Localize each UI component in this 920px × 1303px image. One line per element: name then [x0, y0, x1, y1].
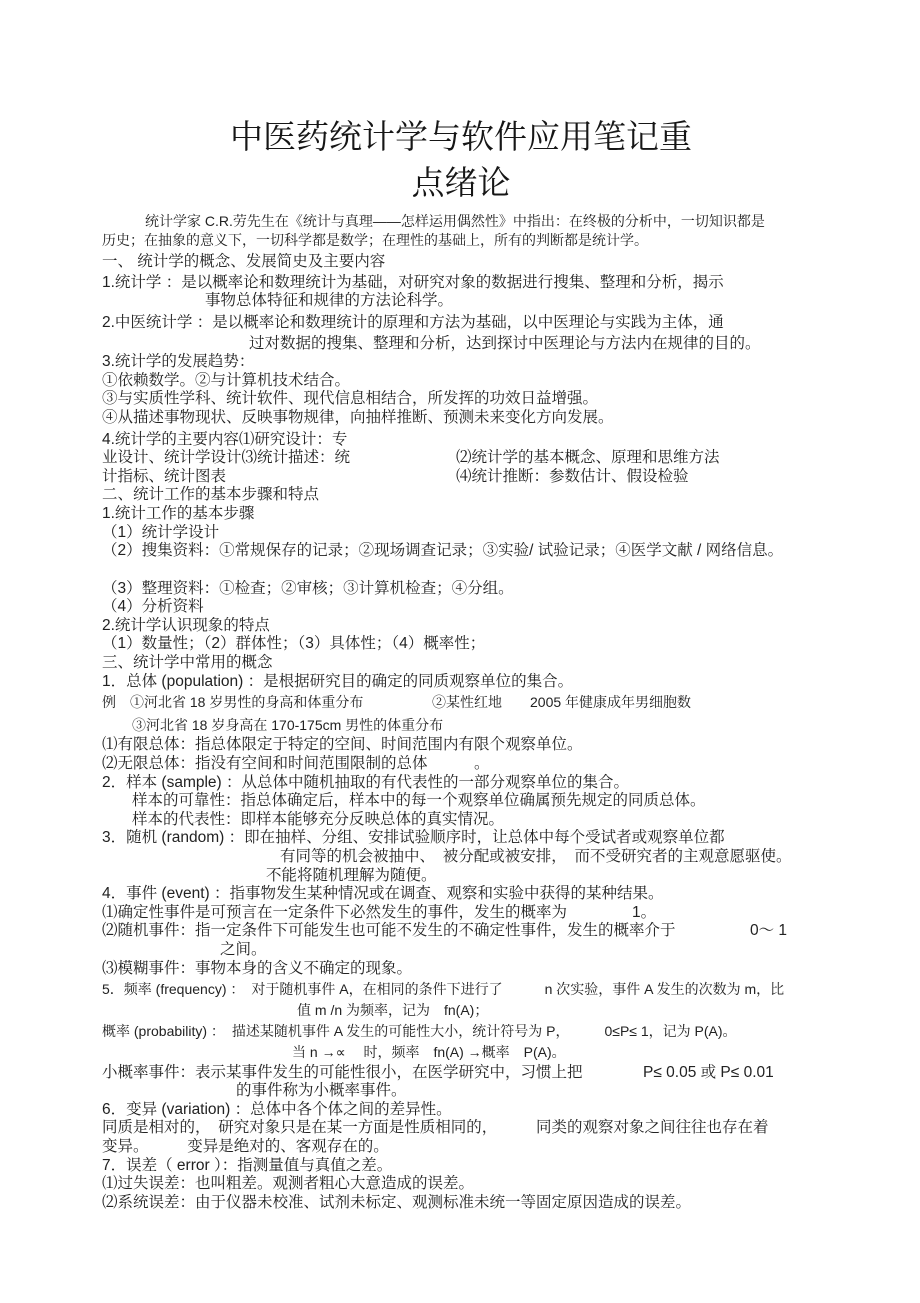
- line-text: ⑵随机事件：指一定条件下可能发生也可能不发生的不确定性事件，发生的概率介于: [102, 922, 676, 940]
- line-text: 1.统计工作的基本步骤: [102, 504, 255, 522]
- text-line: [102, 253, 862, 272]
- text-line: [102, 353, 862, 372]
- line-text: 计指标、统计图表: [102, 467, 227, 485]
- text-line: [102, 980, 862, 999]
- line-tail-text: P≤ 0.05 或 P≤ 0.01: [643, 1063, 774, 1081]
- line-text: ③与实质性学科、统计软件、现代信息相结合，所发挥的功效日益增强。: [102, 390, 599, 408]
- line-text: 一、 统计学的概念、发展简史及主要内容: [102, 253, 386, 271]
- line-text: 4.统计学的主要内容⑴研究设计：专: [102, 430, 348, 448]
- line-text: ③河北省 18 岁身高在 170-175cm 男性的体重分布: [132, 716, 444, 733]
- text-line: [102, 635, 862, 654]
- line-text: 变异。 变异是绝对的、客观存在的。: [102, 1137, 389, 1155]
- text-line: [102, 673, 862, 692]
- text-line: [102, 736, 862, 755]
- text-line: [102, 755, 862, 774]
- line-text: 概率 (probability) ： 描述某随机事件 A 发生的可能性大小，统计符号为 P， 0≤P≤ 1，记为 P(A)。: [102, 1023, 737, 1040]
- line-tail-text: ⑷统计推断：参数估计、假设检验: [456, 467, 689, 485]
- text-line: [102, 409, 862, 428]
- text-line: [102, 1194, 862, 1213]
- line-text: 同质是相对的， 研究对象只是在某一方面是性质相同的， 同类的观察对象之间往往也存在着: [102, 1119, 769, 1137]
- line-text: （1）统计学设计: [102, 523, 220, 541]
- line-text: ①依赖数学。②与计算机技术结合。: [102, 371, 351, 389]
- line-text: 1.统计学 ：是以概率论和数理统计为基础，对研究对象的数据进行搜集、整理和分析，揭示: [102, 273, 724, 291]
- text-line: [102, 1022, 862, 1041]
- line-text: 不能将随机理解为随便。: [266, 866, 437, 884]
- line-text: 统计学家 C.R.劳先生在《统计与真理——怎样运用偶然性》中指出：在终极的分析中，一切知识都是: [145, 213, 765, 229]
- line-text: 当 n →∝ 时，频率 fn(A) →概率 P(A)。: [292, 1043, 566, 1060]
- line-text: 3.统计学的发展趋势：: [102, 353, 255, 371]
- text-line: [102, 335, 862, 354]
- text-line: [102, 792, 862, 811]
- line-text: 6．变异 (variation) ：总体中各个体之间的差异性。: [102, 1100, 452, 1118]
- text-line: [102, 885, 862, 904]
- text-line: [102, 431, 862, 450]
- text-line: [102, 904, 862, 923]
- line-text: （1）数量性；（2）群体性；（3）具体性；（4）概率性；: [102, 635, 486, 653]
- text-line: [102, 922, 862, 941]
- line-tail-text: ⑵统计学的基本概念、原理和思维方法: [456, 449, 720, 467]
- text-line: [102, 486, 862, 505]
- line-tail-text: 0～ 1: [750, 922, 788, 940]
- line-text: 例 ①河北省 18 岁男性的身高和体重分布: [102, 694, 364, 711]
- line-text: （4）分析资料: [102, 598, 204, 616]
- line-text: 有同等的机会被抽中、 被分配或被安排， 而不受研究者的主观意愿驱使。: [280, 848, 792, 865]
- text-line: [102, 292, 862, 311]
- line-text: ⑶模糊事件：事物本身的含义不确定的现象。: [102, 959, 413, 977]
- text-line: [102, 693, 862, 712]
- line-text: 二、统计工作的基本步骤和特点: [102, 486, 320, 504]
- page-title: [102, 114, 820, 206]
- text-line: [102, 314, 862, 333]
- line-text: 1．总体 (population) ：是根据研究目的确定的同质观察单位的集合。: [102, 672, 574, 690]
- title-line-1: 中医药统计学与软件应用笔记重: [230, 118, 692, 155]
- line-text: 2.统计学认识现象的特点: [102, 616, 270, 634]
- text-line: [102, 449, 862, 468]
- line-text: ⑴有限总体：指总体限定于特定的空间、时间范围内有限个观察单位。: [102, 736, 583, 754]
- document-body: [102, 212, 862, 1212]
- line-text: 历史；在抽象的意义下，一切科学都是数学；在理性的基础上，所有的判断都是统计学。: [102, 231, 648, 248]
- text-line: [102, 505, 862, 524]
- text-line: [102, 1119, 862, 1138]
- line-text: 的事件称为小概率事件。: [236, 1082, 407, 1100]
- line-text: 三、统计学中常用的概念: [102, 654, 273, 672]
- text-line: [102, 542, 862, 561]
- text-line: [102, 1064, 862, 1083]
- line-text: 2.中医统计学 ：是以概率论和数理统计的原理和方法为基础，以中医理论与实践为主体，通: [102, 313, 724, 331]
- text-line: [102, 960, 862, 979]
- text-line: [102, 598, 862, 617]
- text-line: [102, 212, 862, 231]
- text-line: [102, 848, 862, 867]
- text-line: [102, 654, 862, 673]
- line-text: 3．随机 (random) ：即在抽样、分组、安排试验顺序时，让总体中每个受试者或观察单位都: [102, 829, 725, 847]
- line-text: 4．事件 (event) ：指事物发生某种情况或在调查、观察和实验中获得的某种结果。: [102, 885, 664, 903]
- text-line: [102, 617, 862, 636]
- text-line: [102, 774, 862, 793]
- line-text: ⑴过失误差：也叫粗差。观测者粗心大意造成的误差。: [102, 1175, 475, 1193]
- text-line: [102, 390, 862, 409]
- text-line: [102, 1157, 862, 1176]
- line-text: （3）整理资料：①检查；②审核；③计算机检查；④分组。: [102, 579, 514, 597]
- text-line: [102, 1082, 862, 1101]
- line-text: 过对数据的搜集、整理和分析，达到探讨中医理论与方法内在规律的目的。: [249, 334, 761, 352]
- line-tail-text: ②某性红地 2005 年健康成年男细胞数: [432, 694, 692, 711]
- line-text: 之间。: [220, 940, 267, 958]
- line-text: ⑵无限总体：指没有空间和时间范围限制的总体 。: [102, 755, 490, 773]
- line-text: 小概率事件：表示某事件发生的可能性很小，在医学研究中，习惯上把: [102, 1063, 583, 1081]
- text-line: [102, 274, 862, 293]
- line-text: 7．误差（ error ）：指测量值与真值之差。: [102, 1156, 393, 1174]
- line-text: 样本的可靠性：指总体确定后，样本中的每一个观察单位确属预先规定的同质总体。: [132, 792, 706, 810]
- text-line: [102, 811, 862, 830]
- text-line: [102, 1043, 862, 1062]
- text-line: [102, 829, 862, 848]
- line-tail-text: 1。: [632, 903, 657, 921]
- text-line: [102, 941, 862, 960]
- line-text: ⑴确定性事件是可预言在一定条件下必然发生的事件，发生的概率为: [102, 903, 568, 921]
- text-line: [102, 1101, 862, 1120]
- line-text: 样本的代表性：即样本能够充分反映总体的真实情况。: [132, 810, 505, 828]
- text-line: [102, 1001, 862, 1020]
- text-line: [102, 231, 862, 250]
- line-text: ⑵系统误差：由于仪器未校准、试剂未标定、观测标准未统一等固定原因造成的误差。: [102, 1193, 692, 1211]
- line-text: 业设计、统计学设计⑶统计描述：统: [102, 449, 351, 467]
- line-text: 2．样本 (sample) ：从总体中随机抽取的有代表性的一部分观察单位的集合。: [102, 773, 630, 791]
- text-line: [102, 468, 862, 487]
- text-line: [102, 867, 862, 886]
- text-line: [102, 716, 862, 735]
- title-line-2: 点绪论: [411, 164, 511, 201]
- text-line: [102, 1138, 862, 1157]
- text-line: [102, 524, 862, 543]
- text-line: [102, 372, 862, 391]
- line-text: 5．频率 (frequency) ： 对于随机事件 A，在相同的条件下进行了 n 次实验，事件 A 发生的次数为 m，比: [102, 981, 785, 998]
- line-text: 事物总体特征和规律的方法论科学。: [205, 292, 454, 310]
- line-text: （2）搜集资料：①常规保存的记录；②现场调查记录；③实验/ 试验记录；④医学文献 / 网络信息。: [102, 542, 784, 560]
- text-line: [102, 1175, 862, 1194]
- line-text: ④从描述事物现状、反映事物规律，向抽样推断、预测未来变化方向发展。: [102, 408, 614, 426]
- text-line: [102, 580, 862, 599]
- line-text: 值 m /n 为频率，记为 fn(A)；: [297, 1001, 489, 1018]
